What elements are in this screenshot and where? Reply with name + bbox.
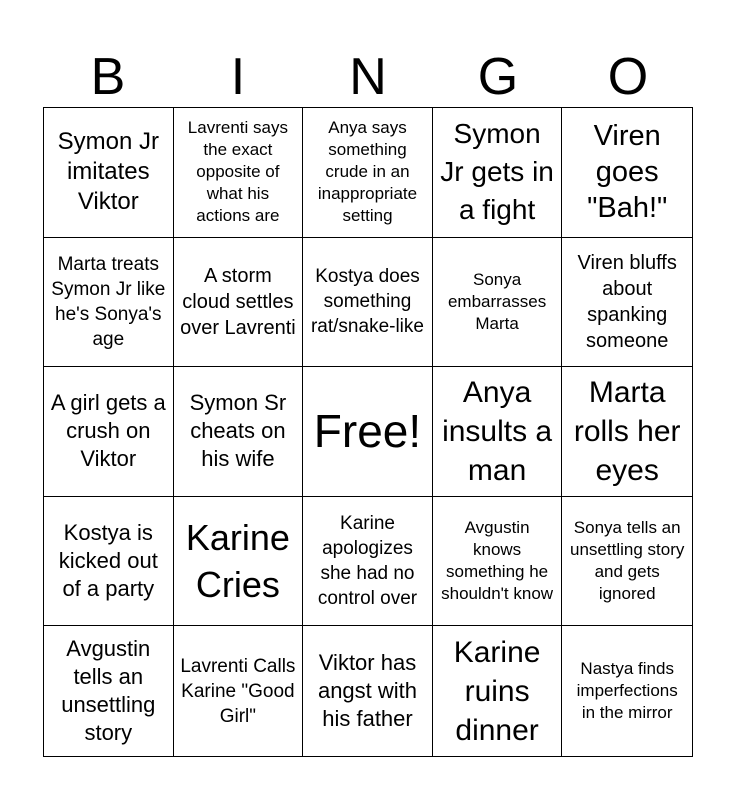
cell-text: Symon Sr cheats on his wife xyxy=(189,390,287,472)
cell-text: Symon Jr imitates Viktor xyxy=(57,128,159,216)
cell-text: Kostya does something rat/snake-like xyxy=(310,266,424,338)
bingo-cell-r3c1[interactable] xyxy=(44,367,174,497)
bingo-cell-r4c2[interactable] xyxy=(174,497,304,627)
bingo-cell-r1c3[interactable] xyxy=(303,108,433,238)
cell-text: Karine ruins dinner xyxy=(453,635,541,747)
bingo-cell-r1c5[interactable] xyxy=(562,108,692,238)
bingo-cell-r2c4[interactable] xyxy=(433,238,563,368)
bingo-cell-r5c3[interactable] xyxy=(303,626,433,756)
cell-text: Avgustin knows something he shouldn't know xyxy=(441,518,554,604)
cell-text: A storm cloud settles over Lavrenti xyxy=(180,264,296,339)
bingo-cell-r4c3[interactable] xyxy=(303,497,433,627)
bingo-cell-r5c4[interactable] xyxy=(433,626,563,756)
cell-text: Avgustin tells an unsettling story xyxy=(61,636,156,746)
cell-text: Anya insults a man xyxy=(442,375,553,487)
bingo-cell-r5c2[interactable] xyxy=(174,626,304,756)
header-letter-o: O xyxy=(607,48,649,106)
bingo-cell-r3c2[interactable] xyxy=(174,367,304,497)
cell-text: Lavrenti Calls Karine "Good Girl" xyxy=(180,655,296,727)
cell-text: Kostya is kicked out of a party xyxy=(58,520,158,602)
free-space-text: Free! xyxy=(313,405,422,458)
bingo-board xyxy=(43,107,693,757)
header-letter-g: G xyxy=(477,48,519,106)
bingo-cell-r1c4[interactable] xyxy=(433,108,563,238)
bingo-cell-r5c1[interactable] xyxy=(44,626,174,756)
cell-text: Nastya finds imperfections in the mirror xyxy=(576,659,678,723)
bingo-header xyxy=(43,48,693,106)
cell-text: Marta treats Symon Jr like he's Sonya's age xyxy=(51,253,166,350)
header-letter-n: N xyxy=(349,48,387,106)
bingo-cell-free[interactable] xyxy=(303,367,433,497)
cell-text: Viren bluffs about spanking someone xyxy=(577,251,677,352)
bingo-cell-r4c4[interactable] xyxy=(433,497,563,627)
bingo-cell-r2c3[interactable] xyxy=(303,238,433,368)
cell-text: Marta rolls her eyes xyxy=(573,375,681,487)
bingo-cell-r2c5[interactable] xyxy=(562,238,692,368)
bingo-cell-r4c5[interactable] xyxy=(562,497,692,627)
cell-text: Lavrenti says the exact opposite of what his actions are xyxy=(187,118,288,226)
bingo-cell-r4c1[interactable] xyxy=(44,497,174,627)
cell-text: Viren goes "Bah!" xyxy=(587,120,668,225)
cell-text: Sonya tells an unsettling story and gets ignored xyxy=(570,518,685,604)
bingo-cell-r1c1[interactable] xyxy=(44,108,174,238)
header-letter-i: I xyxy=(230,48,246,106)
bingo-cell-r3c5[interactable] xyxy=(562,367,692,497)
cell-text: Viktor has angst with his father xyxy=(317,650,418,732)
bingo-cell-r1c2[interactable] xyxy=(174,108,304,238)
bingo-cell-r2c1[interactable] xyxy=(44,238,174,368)
cell-text: Symon Jr gets in a fight xyxy=(440,118,554,226)
cell-text: Karine Cries xyxy=(185,517,290,606)
header-letter-b: B xyxy=(90,48,126,106)
bingo-cell-r5c5[interactable] xyxy=(562,626,692,756)
cell-text: Anya says something crude in an inappropriate setting xyxy=(317,118,418,226)
bingo-cell-r2c2[interactable] xyxy=(174,238,304,368)
cell-text: Karine apologizes she had no control over xyxy=(317,513,418,610)
bingo-cell-r3c4[interactable] xyxy=(433,367,563,497)
cell-text: Sonya embarrasses Marta xyxy=(447,269,547,333)
cell-text: A girl gets a crush on Viktor xyxy=(50,390,166,472)
